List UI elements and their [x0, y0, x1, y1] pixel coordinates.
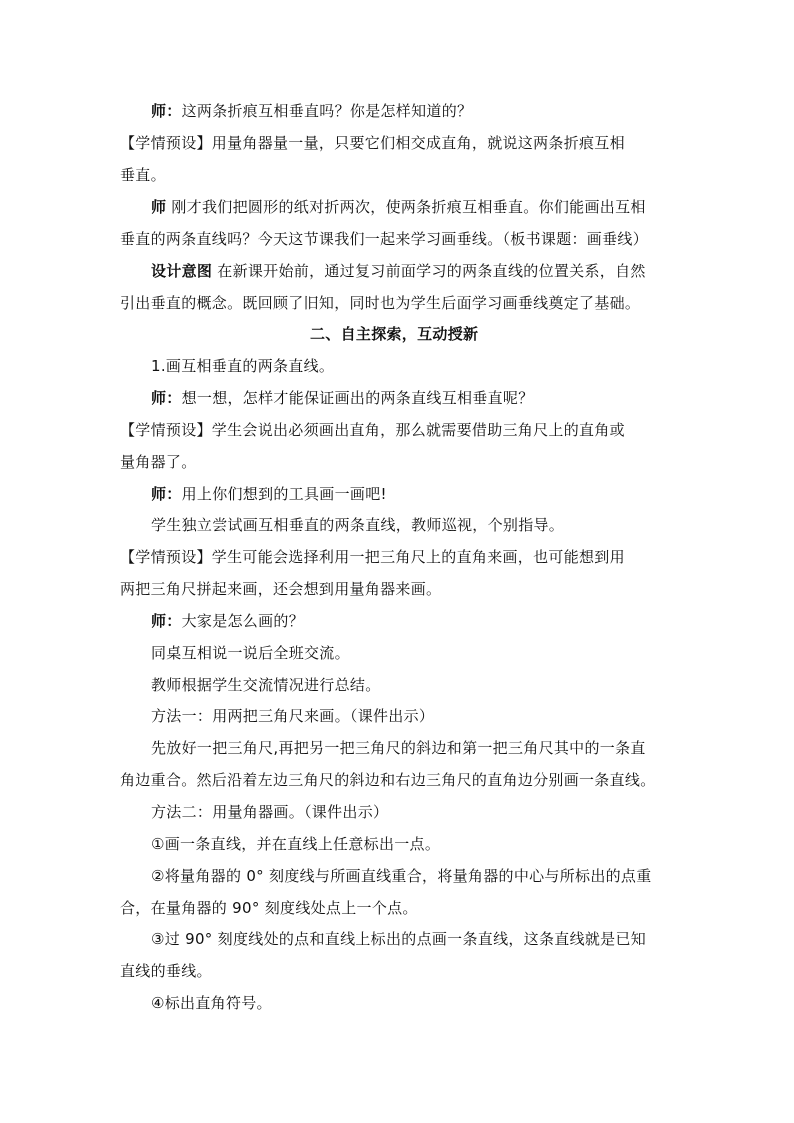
- paragraph-line-13: [151, 483, 387, 505]
- line-text: ④标出直角符号。: [151, 994, 272, 1012]
- line-text: 垂直。: [120, 166, 166, 184]
- line-text: 【学情预设】学生可能会选择利用一把三角尺上的直角来画，也可能想到用: [120, 548, 625, 566]
- line-text: 方法一：用两把三角尺来画。（课件出示）: [151, 707, 435, 725]
- paragraph-line-29: [151, 992, 272, 1014]
- paragraph-line-17: [151, 610, 304, 632]
- line-text: 【学情预设】学生会说出必须画出直角，那么就需要借助三角尺上的直角或: [120, 421, 625, 439]
- line-text: ①画一条直线，并在直线上任意标出一点。: [151, 835, 441, 853]
- line-text: 这两条折痕互相垂直吗？你是怎样知道的？: [181, 102, 473, 120]
- line-text: 学生独立尝试画互相垂直的两条直线，教师巡视，个别指导。: [151, 516, 565, 534]
- paragraph-line-16: [120, 578, 441, 600]
- line-text: 大家是怎么画的？: [181, 612, 305, 630]
- paragraph-line-19: [151, 674, 381, 696]
- line-text: 教师根据学生交流情况进行总结。: [151, 676, 381, 694]
- speaker-label: 师: [151, 198, 167, 216]
- paragraph-line-14: [151, 514, 564, 536]
- paragraph-line-26: [120, 897, 418, 919]
- line-text: ②将量角器的 0° 刻度线与所画直线重合，将量角器的中心与所标出的点重: [151, 867, 652, 885]
- paragraph-line-28: [120, 960, 212, 982]
- paragraph-line-1: [151, 100, 472, 122]
- line-text: 用上你们想到的工具画一画吧!: [181, 485, 387, 503]
- paragraph-line-18: [151, 642, 350, 664]
- section-heading: [310, 323, 478, 345]
- speaker-label: 师：: [151, 612, 182, 630]
- line-text: 【学情预设】用量角器量一量，只要它们相交成直角，就说这两条折痕互相: [120, 134, 625, 152]
- speaker-label: 师：: [151, 102, 182, 120]
- line-text: 垂直的两条直线吗？今天这节课我们一起来学习画垂线。（板书课题：画垂线）: [120, 230, 649, 248]
- line-text: 先放好一把三角尺,再把另一把三角尺的斜边和第一把三角尺其中的一条直: [151, 739, 646, 757]
- speaker-label: 师：: [151, 485, 182, 503]
- paragraph-line-20: [151, 705, 434, 727]
- paragraph-line-15: [120, 546, 625, 568]
- line-text: 引出垂直的概念。既回顾了旧知，同时也为学生后面学习画垂线奠定了基础。: [120, 294, 641, 312]
- line-text: 角边重合。然后沿着左边三角尺的斜边和右边三角尺的直角边分别画一条直线。: [120, 771, 656, 789]
- line-text: ③过 90° 刻度线处的点和直线上标出的点画一条直线，这条直线就是已知: [151, 930, 647, 948]
- line-text: 量角器了。: [120, 453, 197, 471]
- design-intent-label: 设计意图: [151, 262, 213, 280]
- speaker-label: 师：: [151, 389, 182, 407]
- paragraph-line-2: [120, 132, 625, 154]
- line-text: 想一想，怎样才能保证画出的两条直线互相垂直呢？: [181, 389, 534, 407]
- line-text: 刚才我们把圆形的纸对折两次，使两条折痕互相垂直。你们能画出互相: [166, 198, 646, 216]
- paragraph-line-5: [120, 228, 648, 250]
- line-text: 方法二：用量角器画。（课件出示）: [151, 803, 389, 821]
- paragraph-line-4: [151, 196, 646, 218]
- paragraph-line-27: [151, 928, 646, 950]
- paragraph-line-6: [151, 260, 646, 282]
- paragraph-line-7: [120, 292, 640, 314]
- paragraph-line-10: [151, 387, 534, 409]
- paragraph-line-21: [151, 737, 646, 759]
- paragraph-line-9: [151, 355, 334, 377]
- line-text: 直线的垂线。: [120, 962, 212, 980]
- paragraph-line-3: [120, 164, 166, 186]
- paragraph-line-24: [151, 833, 440, 855]
- paragraph-line-25: [151, 865, 652, 887]
- paragraph-line-11: [120, 419, 625, 441]
- paragraph-line-23: [151, 801, 388, 823]
- heading-text: 二、自主探索，互动授新: [310, 325, 479, 343]
- line-text: 1.画互相垂直的两条直线。: [151, 357, 335, 375]
- line-text: 两把三角尺拼起来画，还会想到用量角器来画。: [120, 580, 442, 598]
- paragraph-line-22: [120, 769, 656, 791]
- line-text: 在新课开始前，通过复习前面学习的两条直线的位置关系，自然: [212, 262, 646, 280]
- line-text: 同桌互相说一说后全班交流。: [151, 644, 350, 662]
- line-text: 合，在量角器的 90° 刻度线处点上一个点。: [120, 899, 418, 917]
- paragraph-line-12: [120, 451, 197, 473]
